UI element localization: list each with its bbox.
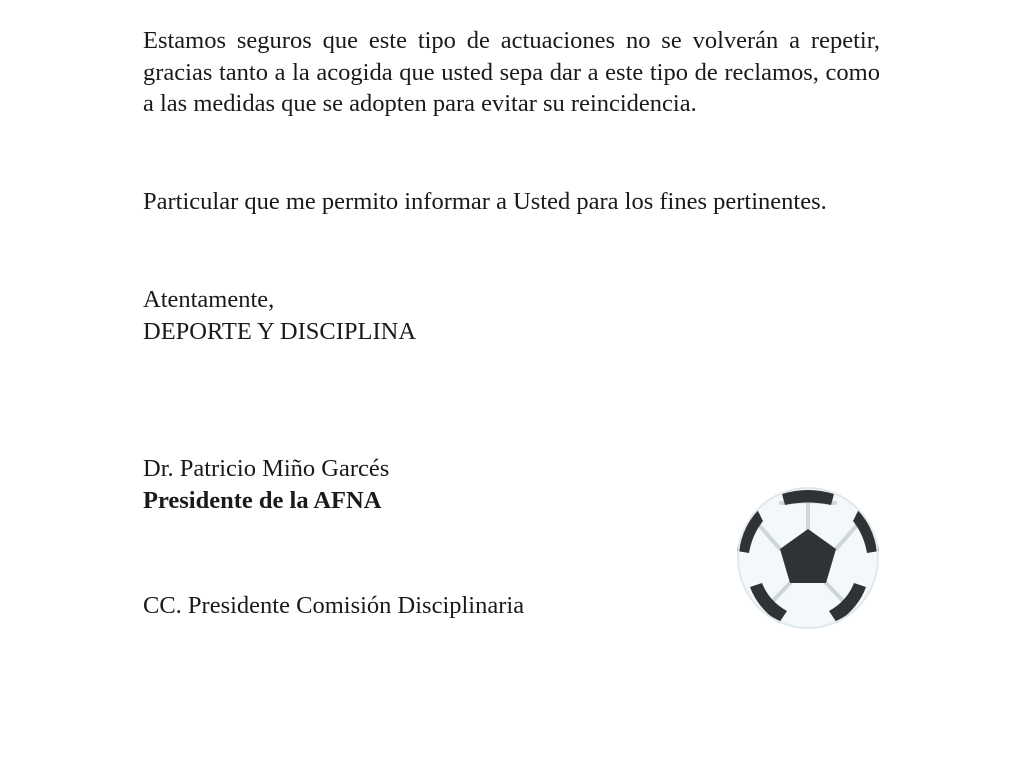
soccer-ball-icon [735, 485, 881, 631]
signer-name: Dr. Patricio Miño Garcés [143, 455, 390, 482]
closing-paragraph-1: Estamos seguros que este tipo de actuaciones no se volverán a repetir, gracias tanto a la acogida que usted sepa dar a este tipo de reclamos, como a las medidas que se adopten para evitar su reincidencia. [143, 27, 880, 117]
closing-block [143, 284, 880, 347]
signer-title: Presidente de la AFNA [143, 486, 382, 514]
closing-paragraph-2: Particular que me permito informar a Usted para los fines pertinentes. [143, 188, 827, 215]
organization-name: DEPORTE Y DISCIPLINA [143, 317, 417, 345]
valediction: Atentamente, [143, 286, 275, 313]
carbon-copy-line: CC. Presidente Comisión Disciplinaria [143, 592, 525, 619]
